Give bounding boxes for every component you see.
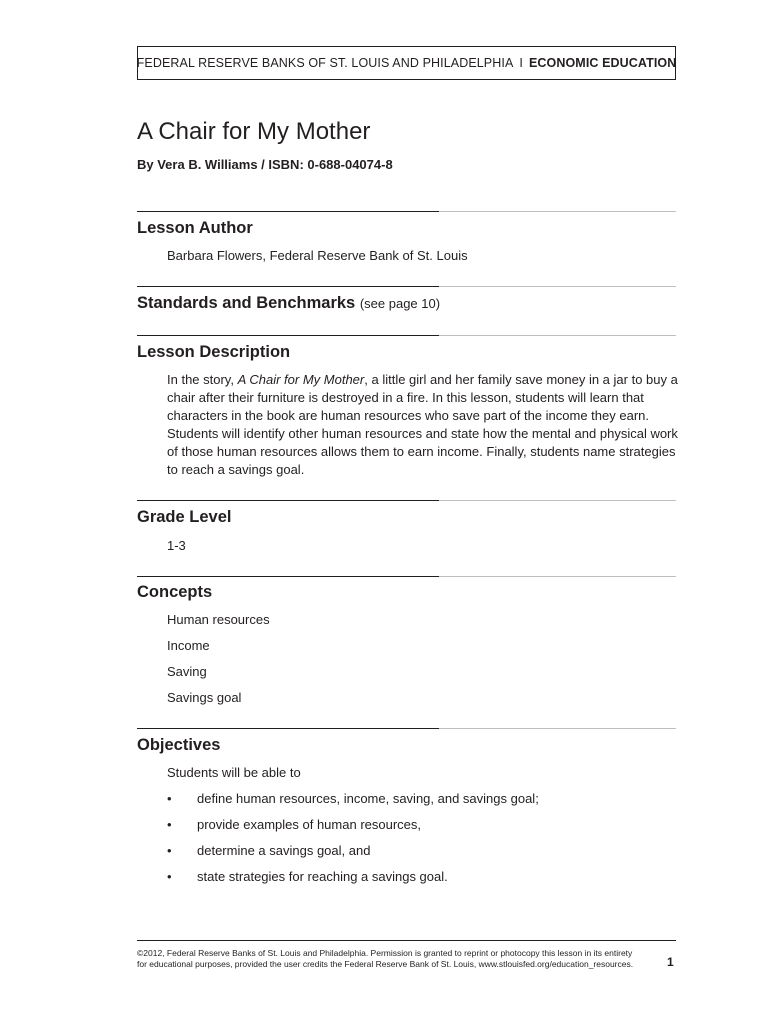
- footer-line: ©2012, Federal Reserve Banks of St. Louis and Philadelphia. Permission is granted to reprint or photocopy this lesson in its entirety: [137, 948, 633, 958]
- header-left-text: FEDERAL RESERVE BANKS OF ST. LOUIS AND PHILADELPHIA: [136, 56, 514, 70]
- concept-item: Saving: [167, 664, 207, 679]
- byline: By Vera B. Williams / ISBN: 0-688-04074-8: [137, 157, 393, 172]
- section-divider: [137, 576, 676, 577]
- header-right-text: ECONOMIC EDUCATION: [528, 56, 677, 70]
- description-intro: In the story,: [167, 372, 238, 387]
- page-number: 1: [667, 955, 674, 969]
- lesson-author-text: Barbara Flowers, Federal Reserve Bank of St. Louis: [167, 248, 468, 263]
- standards-heading-text: Standards and Benchmarks: [137, 294, 356, 312]
- standards-page-note: (see page 10): [359, 296, 441, 311]
- objective-item: determine a savings goal, and: [197, 843, 371, 858]
- concept-item: Human resources: [167, 612, 270, 627]
- header-banner: [137, 46, 676, 80]
- bullet-point: •: [167, 869, 172, 884]
- header-separator: I: [519, 56, 523, 70]
- book-title-italic: A Chair for My Mother: [237, 372, 365, 387]
- grade-level-heading: Grade Level: [137, 508, 232, 526]
- objectives-intro: Students will be able to: [167, 765, 301, 780]
- section-divider: [137, 286, 676, 287]
- standards-heading: [137, 294, 440, 313]
- grade-level-text: 1-3: [167, 538, 186, 553]
- bullet-point: •: [167, 791, 172, 806]
- concept-item: Income: [167, 638, 210, 653]
- footer-copyright: [137, 948, 633, 970]
- lesson-description-heading: Lesson Description: [137, 343, 291, 361]
- lesson-description-text: [167, 371, 687, 479]
- objective-item: state strategies for reaching a savings goal.: [197, 869, 448, 884]
- objective-item: define human resources, income, saving, and savings goal;: [197, 791, 539, 806]
- concept-item: Savings goal: [167, 690, 242, 705]
- lesson-author-heading: Lesson Author: [137, 219, 253, 237]
- bullet-point: •: [167, 843, 172, 858]
- section-divider: [137, 500, 676, 501]
- footer-divider: [137, 940, 676, 941]
- footer-line: for educational purposes, provided the user credits the Federal Reserve Bank of St. Louis, www.stlouisfed.org/education_resources.: [137, 959, 634, 969]
- objective-item: provide examples of human resources,: [197, 817, 422, 832]
- objectives-heading: Objectives: [137, 736, 221, 754]
- bullet-point: •: [167, 817, 172, 832]
- page-title: A Chair for My Mother: [137, 118, 371, 145]
- section-divider: [137, 211, 676, 212]
- description-body: , a little girl and her family save money in a jar to buy a chair after their furniture is destroyed in a fire. In this lesson, students will learn that characters in the book are human resources who save part of the income they earn. Students will identify other human resources and state how the mental and physical work of those human resources allows them to earn income. Finally, students name strategies to reach a savings goal.: [167, 372, 678, 477]
- section-divider: [137, 728, 676, 729]
- section-divider: [137, 335, 676, 336]
- concepts-heading: Concepts: [137, 583, 213, 601]
